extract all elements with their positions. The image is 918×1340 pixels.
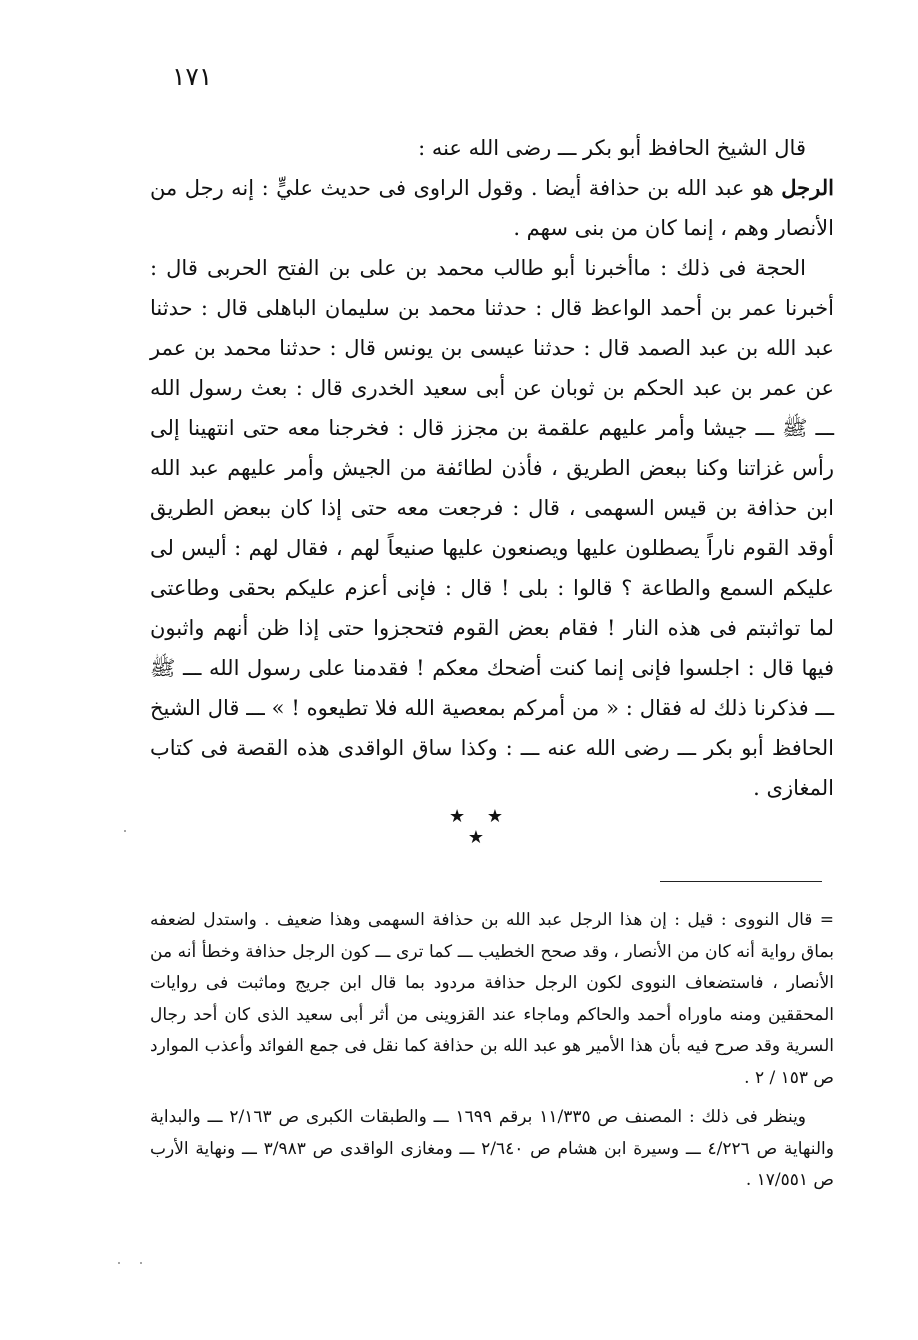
scan-speck: [140, 1262, 142, 1264]
scan-speck: [124, 830, 126, 832]
footnote-paragraph-2: وينظر فى ذلك : المصنف ص ١١/٣٣٥ برقم ١٦٩٩ ـــ والطبقات الكبرى ص ٢/١٦٣ ـــ والبداية والنهاية ص ٤/٢٢٦ ـــ وسيرة ابن هشام ص ٢/٦٤٠ ـــ ومغازى الواقدى ص ٣/٩٨٣ ـــ ونهاية الأرب ص ١٧/٥٥١ .: [150, 1107, 834, 1190]
body-paragraph-2: [150, 168, 834, 248]
body-paragraph-3: [150, 248, 834, 808]
footnote-divider: [660, 881, 822, 882]
body-paragraph-1: [150, 128, 834, 168]
paragraph-lead-word: الرجل: [781, 175, 834, 200]
section-separator-stars: ★ ★ ★: [449, 806, 511, 848]
scan-speck: [118, 1262, 120, 1264]
page-number: ١٧١: [172, 62, 213, 91]
footnotes: [150, 905, 834, 1197]
main-body: [150, 128, 834, 808]
footnote-paragraph-1: = قال النووى : قيل : إن هذا الرجل عبد الله بن حذافة السهمى وهذا ضعيف . واستدل لضعفه بماق رواية أنه كان من الأنصار ، وقد صحح الخطيب ـــ كما ترى ـــ كون الرجل حذافة وخطأ أنه من الأنصار ، فاستضعاف النووى لكون الرجل حذافة مردود بما قال ابن جريج وماثبت فى روايات المحققين ومنه ماوراه أحمد والحاكم وماجاء عند القزوينى من أثر أبى سعيد الذى كان أحد رجال السرية وقد صرح فيه بأن هذا الأمير هو عبد الله بن حذافة كما نقل فى جمع الفوائد وأعذب الموارد ص ١٥٣ / ٢ .: [150, 910, 834, 1088]
paragraph-text: قال الشيخ الحافظ أبو بكر ـــ رضى الله عنه :: [418, 136, 806, 160]
paragraph-text: هو عبد الله بن حذافة أيضا . وقول الراوى فى حديث عليٍّ : إنه رجل من الأنصار وهم ، إنما كان من بنى سهم .: [150, 176, 834, 240]
paragraph-text: الحجة فى ذلك : ماأخبرنا أبو طالب محمد بن على بن الفتح الحربى قال : أخبرنا عمر بن أحمد الواعظ قال : حدثنا محمد بن سليمان الباهلى قال : حدثنا عبد الله بن عبد الصمد قال : حدثنا عيسى بن يونس قال : حدثنا محمد بن عمر عن عمر بن عبد الحكم بن ثوبان عن أبى سعيد الخدرى قال : بعث رسول الله ـــ ﷺ ـــ جيشا وأمر عليهم علقمة بن مجزز قال : فخرجنا معه حتى انتهينا إلى رأس غزاتنا وكنا ببعض الطريق ، فأذن لطائفة من الجيش وأمر عليهم عبد الله ابن حذافة بن قيس السهمى ، قال : فرجعت معه حتى إذا كان ببعض الطريق أوقد القوم ناراً يصطلون عليها ويصنعون عليها صنيعاً لهم ، فقال لهم : أليس لى عليكم السمع والطاعة ؟ قالوا : بلى ! قال : فإنى أعزم عليكم بحقى وطاعتى لما تواثبتم فى هذه النار ! فقام بعض القوم فتحجزوا حتى إذا ظن أنهم واثبون فيها قال : اجلسوا فإنى إنما كنت أضحك معكم ! فقدمنا على رسول الله ـــ ﷺ ـــ فذكرنا ذلك له فقال : « من أمركم بمعصية الله فلا تطيعوه ! » ـــ قال الشيخ الحافظ أبو بكر ـــ رضى الله عنه ـــ : وكذا ساق الواقدى هذه القصة فى كتاب المغازى .: [150, 256, 834, 800]
